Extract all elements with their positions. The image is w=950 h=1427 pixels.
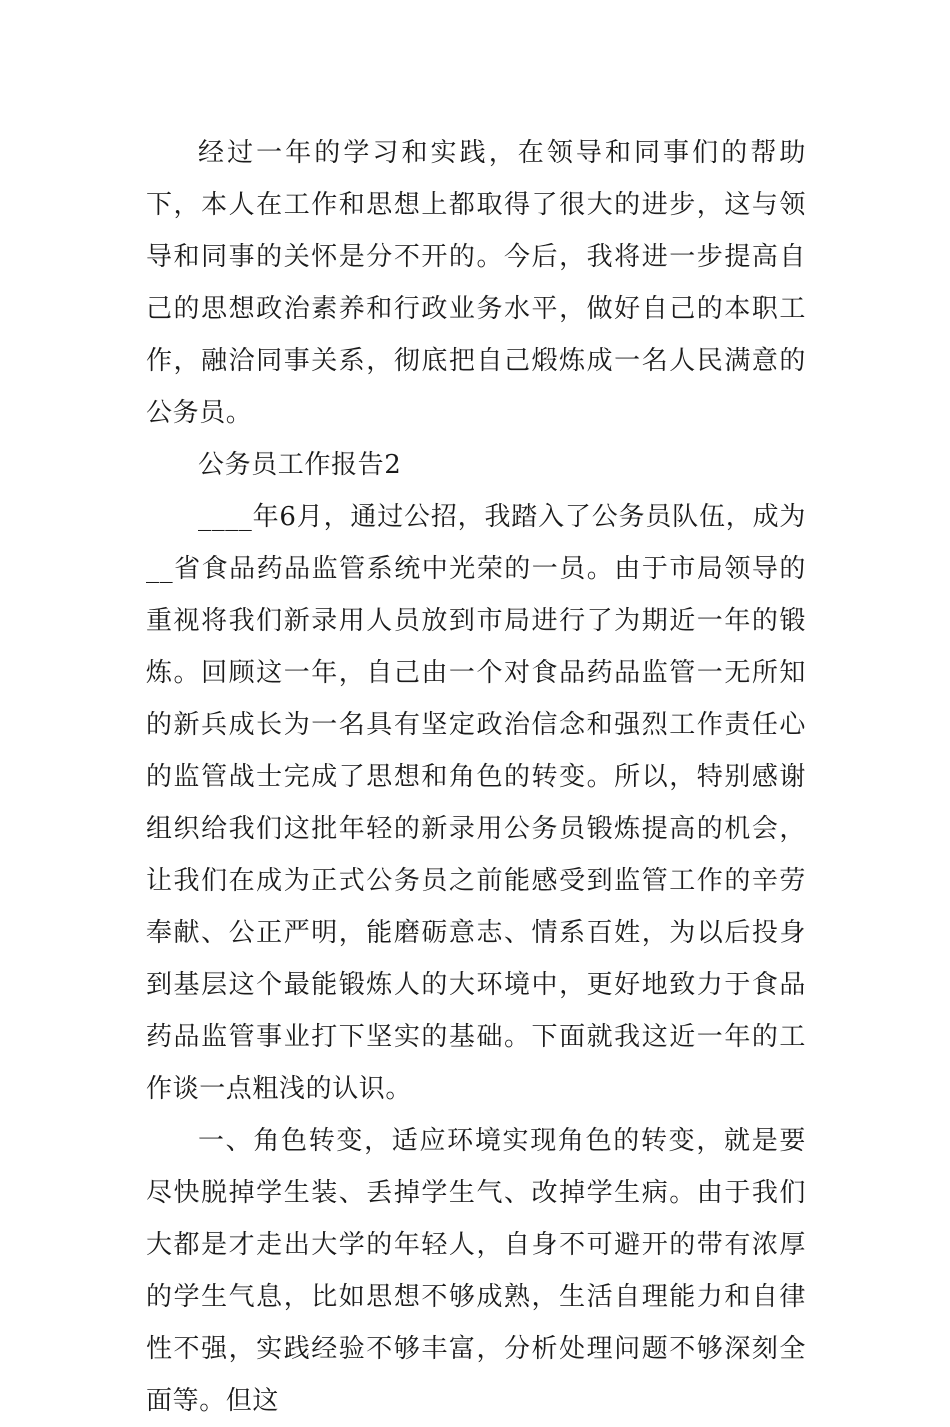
section-heading: 公务员工作报告2 — [198, 450, 402, 480]
document-body — [146, 127, 806, 1427]
paragraph-role-change: 一、角色转变，适应环境实现角色的转变，就是要尽快脱掉学生装、丢掉学生气、改掉学生病。由于我们大都是才走出大学的年轻人，自身不可避开的带有浓厚的学生气息，比如思想不够成熟，生活自理能力和自律性不强，实践经验不够丰富，分析处理问题不够深刻全面等。但这 — [146, 1126, 806, 1416]
paragraph-intro-conclusion: 经过一年的学习和实践，在领导和同事们的帮助下，本人在工作和思想上都取得了很大的进步，这与领导和同事的关怀是分不开的。今后，我将进一步提高自己的思想政治素养和行政业务水平，做好自己的本职工作，融洽同事关系，彻底把自己煅炼成一名人民满意的公务员。 — [146, 138, 806, 428]
paragraph-report-opening: ____年6月，通过公招，我踏入了公务员队伍，成为__省食品药品监管系统中光荣的一员。由于市局领导的重视将我们新录用人员放到市局进行了为期近一年的锻炼。回顾这一年，自己由一个对食品药品监管一无所知的新兵成长为一名具有坚定政治信念和强烈工作责任心的监管战士完成了思想和角色的转变。所以，特别感谢组织给我们这批年轻的新录用公务员锻炼提高的机会，让我们在成为正式公务员之前能感受到监管工作的辛劳奉献、公正严明，能磨砺意志、情系百姓，为以后投身到基层这个最能锻炼人的大环境中，更好地致力于食品药品监管事业打下坚实的基础。下面就我这近一年的工作谈一点粗浅的认识。 — [146, 502, 806, 1104]
